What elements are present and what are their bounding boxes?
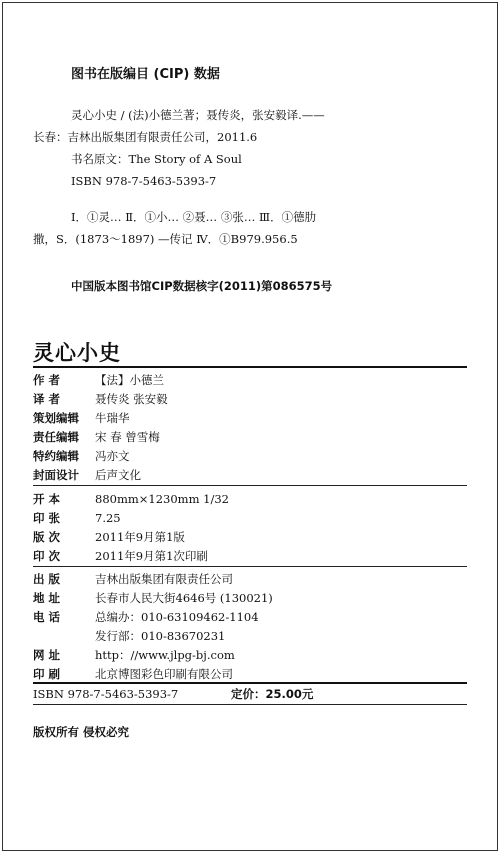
spec-row-printing bbox=[33, 547, 208, 565]
spec-value: 2011年9月第1次印刷 bbox=[95, 549, 208, 563]
credit-label: 特约编辑 bbox=[33, 449, 79, 463]
credit-row-special-editor bbox=[33, 447, 130, 465]
publisher-value: 总编办：010-63109462-1104 bbox=[95, 610, 259, 624]
credit-value: 【法】小德兰 bbox=[95, 373, 164, 387]
publisher-row-website bbox=[33, 646, 235, 664]
publisher-row-phone bbox=[33, 608, 259, 626]
isbn-row bbox=[33, 686, 467, 702]
credit-label: 策划编辑 bbox=[33, 411, 79, 425]
credit-label: 译 者 bbox=[33, 392, 61, 406]
cip-line-original-title: 书名原文：The Story of A Soul bbox=[71, 152, 242, 166]
publisher-rule bbox=[33, 682, 467, 684]
cip-heading: 图书在版编目 (CIP) 数据 bbox=[71, 67, 220, 82]
publisher-row-address bbox=[33, 589, 273, 607]
credit-value: 宋 春 曾雪梅 bbox=[95, 430, 160, 444]
credit-label: 责任编辑 bbox=[33, 430, 79, 444]
publisher-value: 发行部：010-83670231 bbox=[95, 629, 226, 643]
publisher-label: 网 址 bbox=[33, 648, 61, 662]
isbn-rule bbox=[33, 704, 467, 705]
publisher-label: 出 版 bbox=[33, 572, 61, 586]
credit-label: 封面设计 bbox=[33, 468, 79, 482]
cip-data-number: 中国版本图书馆CIP数据核字(2011)第086575号 bbox=[71, 279, 333, 293]
credit-value: 聂传炎 张安毅 bbox=[95, 392, 168, 406]
spec-row-format bbox=[33, 490, 229, 508]
spec-label: 印 张 bbox=[33, 511, 61, 525]
publisher-value: 吉林出版集团有限责任公司 bbox=[95, 572, 233, 586]
credit-row-responsible-editor bbox=[33, 428, 160, 446]
cip-record bbox=[33, 104, 473, 250]
publisher-label: 电 话 bbox=[33, 610, 61, 624]
credit-value: 冯亦文 bbox=[95, 449, 130, 463]
credits-rule bbox=[33, 485, 467, 486]
credit-row-planning-editor bbox=[33, 409, 130, 427]
spec-row-edition bbox=[33, 528, 185, 546]
publisher-label: 印 刷 bbox=[33, 667, 61, 681]
copyright-notice: 版权所有 侵权必究 bbox=[33, 725, 130, 739]
credit-row-cover-design bbox=[33, 466, 141, 484]
credit-row-author bbox=[33, 371, 164, 389]
publisher-row-distribution bbox=[33, 627, 225, 645]
cip-line-title: 灵心小史 / (法)小德兰著；聂传炎，张安毅译.—— bbox=[71, 108, 325, 122]
specs-rule bbox=[33, 566, 467, 567]
spec-label: 版 次 bbox=[33, 530, 61, 544]
price: 定价：25.00元 bbox=[231, 687, 314, 701]
isbn-number: ISBN 978-7-5463-5393-7 bbox=[33, 687, 179, 701]
book-title: 灵心小史 bbox=[33, 341, 121, 365]
spec-row-sheets bbox=[33, 509, 121, 527]
publisher-row-publisher bbox=[33, 570, 233, 588]
spec-value: 2011年9月第1版 bbox=[95, 530, 185, 544]
credit-row-translator bbox=[33, 390, 168, 408]
publisher-value[interactable]: http：//www.jlpg-bj.com bbox=[95, 648, 235, 662]
credit-value: 后声文化 bbox=[95, 468, 141, 482]
credit-value: 牛瑞华 bbox=[95, 411, 130, 425]
cip-line-publisher: 长春：吉林出版集团有限责任公司，2011.6 bbox=[33, 130, 258, 144]
publisher-label: 地 址 bbox=[33, 591, 61, 605]
publisher-row-printer bbox=[33, 665, 233, 683]
publisher-value: 北京博图彩色印刷有限公司 bbox=[95, 667, 233, 681]
cip-line-isbn: ISBN 978-7-5463-5393-7 bbox=[71, 174, 217, 188]
cip-line-classification: 撒，S．(1873～1897) —传记 Ⅳ．①B979.956.5 bbox=[33, 232, 298, 246]
spec-value: 7.25 bbox=[95, 511, 121, 525]
publisher-value: 长春市人民大街4646号 (130021) bbox=[95, 591, 273, 605]
spec-label: 印 次 bbox=[33, 549, 61, 563]
spec-value: 880mm×1230mm 1/32 bbox=[95, 492, 229, 506]
cip-line-subjects: Ⅰ．①灵… Ⅱ．①小… ②聂… ③张… Ⅲ．①德肋 bbox=[71, 210, 317, 224]
title-rule bbox=[33, 366, 467, 368]
spec-label: 开 本 bbox=[33, 492, 61, 506]
credit-label: 作 者 bbox=[33, 373, 61, 387]
